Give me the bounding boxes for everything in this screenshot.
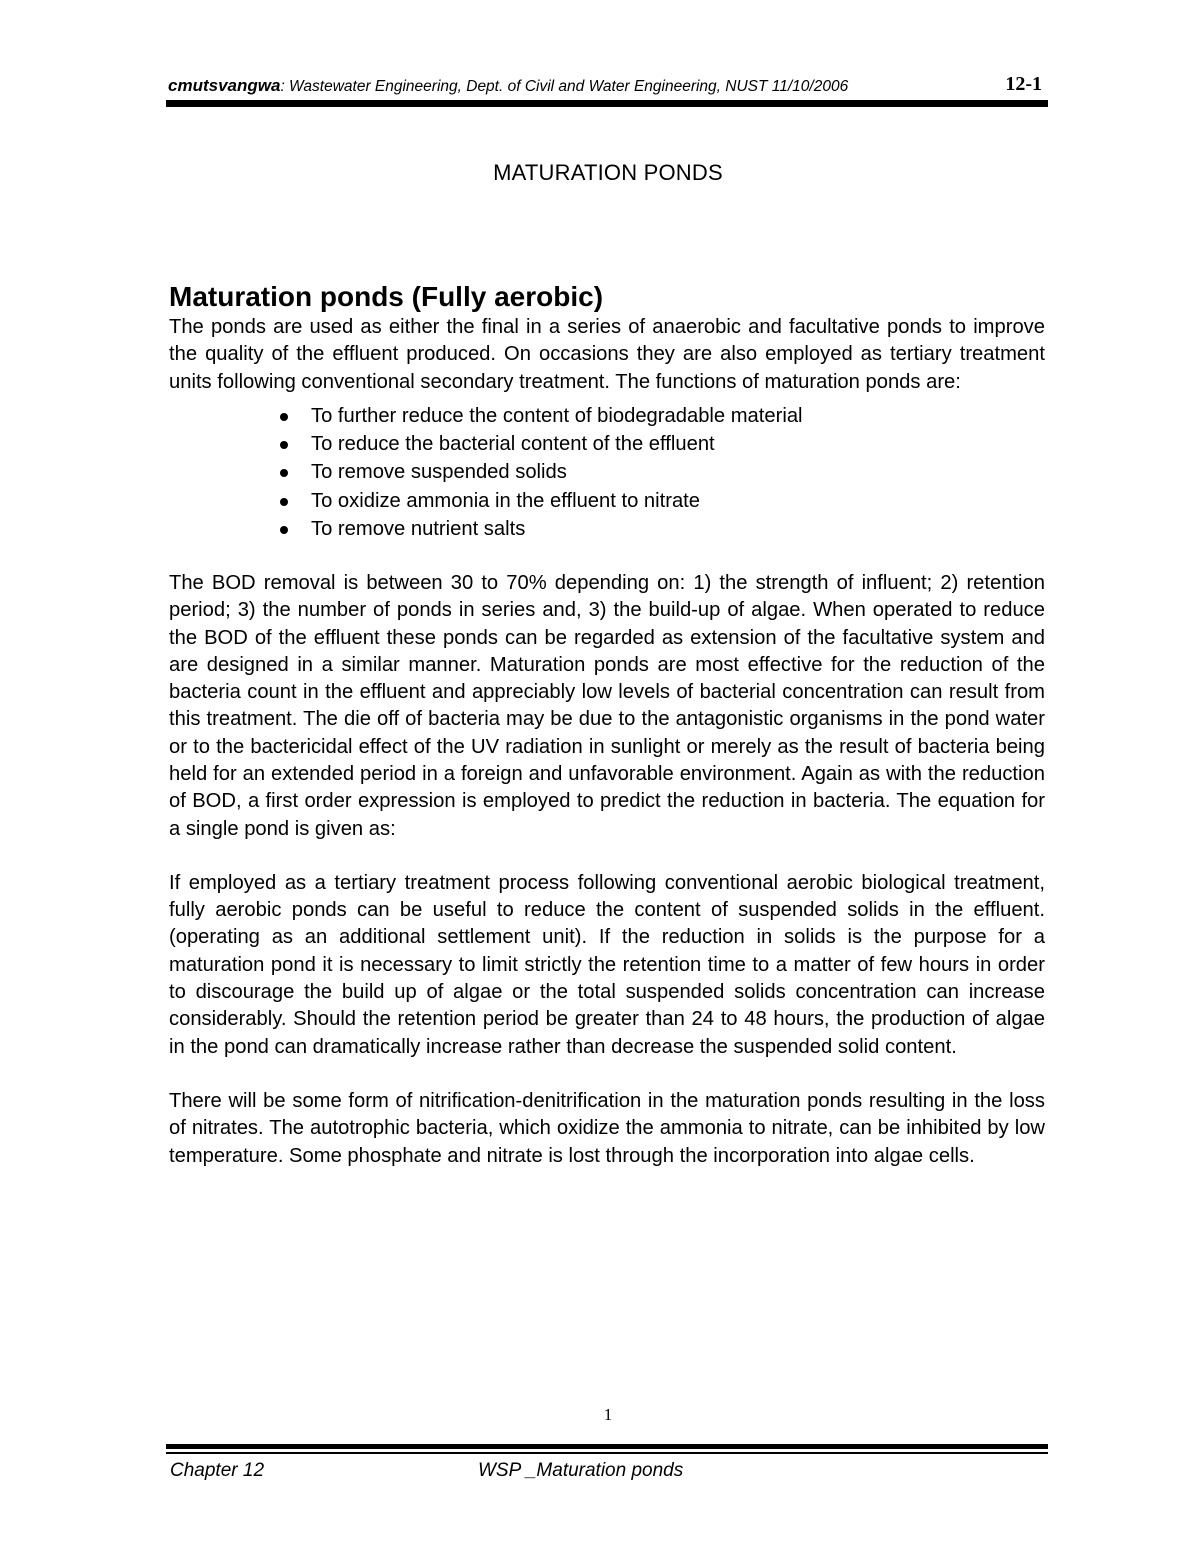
bullet-icon bbox=[280, 413, 288, 421]
list-item-text: To further reduce the content of biodegradable material bbox=[311, 404, 803, 427]
bod-paragraph: The BOD removal is between 30 to 70% depending on: 1) the strength of influent; 2) retention period; 3) the number of ponds in series and, 3) the build-up of algae. When operated to reduce the BOD of the effluent these ponds can be regarded as extension of the facultative system and are designed in a similar manner. Maturation ponds are most effective for the reduction of the bacteria count in the effluent and appreciably low levels of bacterial concentration can result from this treatment. The die off of bacteria may be due to the antagonistic organisms in the pond water or to the bactericidal effect of the UV radiation in sunlight or merely as the result of bacteria being held for an extended period in a foreign and unfavorable environment. Again as with the reduction of BOD, a first order expression is employed to predict the reduction in bacteria. The equation for a single pond is given as: bbox=[169, 571, 1045, 840]
list-item-text: To oxidize ammonia in the effluent to nitrate bbox=[311, 489, 701, 512]
footer-rule-thin bbox=[166, 1452, 1048, 1454]
tertiary-paragraph: If employed as a tertiary treatment process following conventional aerobic biological treatment, fully aerobic ponds can be useful to reduce the content of suspended solids in the effluent. (operating as an additional settlement unit). If the reduction in solids is the purpose for a maturation pond it is necessary to limit strictly the retention time to a matter of few hours in order to discourage the build up of algae or the total suspended solids concentration can increase considerably. Should the retention period be greater than 24 to 48 hours, the production of algae in the pond can dramatically increase rather than decrease the suspended solid content. bbox=[169, 871, 1045, 1058]
header-author: cmutsvangwa bbox=[168, 76, 281, 95]
running-header bbox=[168, 73, 1048, 98]
list-item-text: To remove suspended solids bbox=[311, 461, 567, 484]
main-content bbox=[169, 280, 1045, 1170]
list-item-text: To remove nutrient salts bbox=[311, 517, 526, 540]
nitrification-paragraph: There will be some form of nitrification-denitrification in the maturation ponds resulting in the loss of nitrates. The autotrophic bacteria, which oxidize the ammonia to nitrate, can be inhibited by low temperature. Some phosphate and nitrate is lost through the incorporation into algae cells. bbox=[169, 1089, 1045, 1167]
list-item bbox=[169, 487, 1045, 515]
intro-paragraph: The ponds are used as either the final in a series of anaerobic and facultative ponds to improve the quality of the effluent produced. On occasions they are also employed as tertiary treatment units following conventional secondary treatment. The functions of maturation ponds are: bbox=[169, 316, 1045, 393]
header-info: : Wastewater Engineering, Dept. of Civil and Water Engineering, NUST 11/10/2006 bbox=[280, 78, 849, 95]
bullet-icon bbox=[280, 441, 288, 449]
functions-list bbox=[169, 402, 1045, 543]
header-rule bbox=[166, 100, 1048, 107]
list-item bbox=[169, 515, 1045, 543]
bullet-icon bbox=[280, 469, 288, 477]
document-title: MATURATION PONDS bbox=[493, 160, 723, 185]
list-item-text: To reduce the bacterial content of the effluent bbox=[311, 433, 715, 456]
page-number: 1 bbox=[603, 1405, 613, 1424]
footer-rule bbox=[166, 1444, 1048, 1449]
spacer bbox=[169, 1061, 1045, 1088]
list-item bbox=[169, 402, 1045, 430]
header-page-ref: 12-1 bbox=[1005, 73, 1042, 95]
list-item bbox=[169, 430, 1045, 458]
spacer bbox=[169, 543, 1045, 570]
section-heading: Maturation ponds (Fully aerobic) bbox=[169, 281, 604, 312]
bullet-icon bbox=[280, 526, 288, 534]
footer-topic: WSP _Maturation ponds bbox=[478, 1460, 684, 1481]
bullet-icon bbox=[280, 498, 288, 506]
footer-chapter: Chapter 12 bbox=[170, 1460, 265, 1481]
spacer bbox=[169, 843, 1045, 870]
list-item bbox=[169, 458, 1045, 486]
